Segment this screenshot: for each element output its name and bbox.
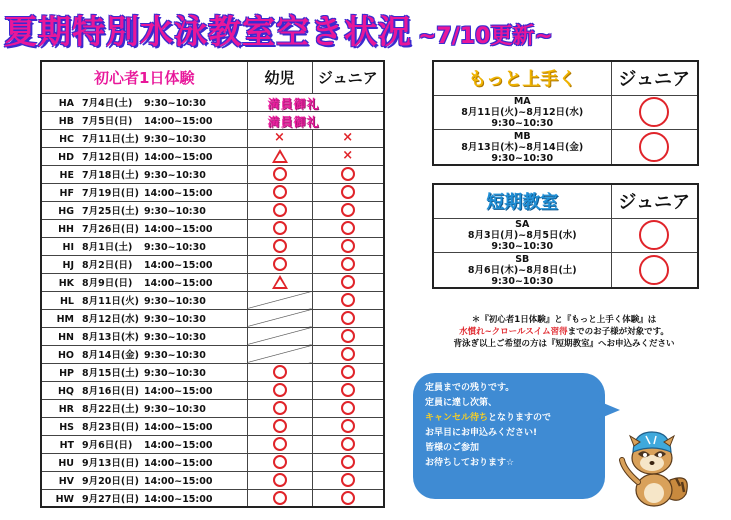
available-circle-icon bbox=[273, 401, 287, 415]
session-time: 14:00~15:00 bbox=[144, 260, 213, 271]
session-info bbox=[41, 147, 247, 165]
junior-availability bbox=[611, 130, 698, 165]
available-circle-icon bbox=[273, 383, 287, 397]
session-info bbox=[41, 381, 247, 399]
title-main: 夏期特別水泳教室空き状況 bbox=[4, 12, 412, 51]
full-cross-icon: × bbox=[342, 148, 354, 163]
beginner-header-row bbox=[41, 61, 384, 93]
session-code: HO bbox=[57, 350, 74, 361]
session-time: 14:00~15:00 bbox=[144, 188, 213, 199]
junior-availability bbox=[312, 399, 384, 417]
full-cross-icon: × bbox=[274, 130, 285, 145]
session-info bbox=[41, 417, 247, 435]
session-date: 8月22日(土) bbox=[82, 404, 140, 415]
session-time: 9:30~10:30 bbox=[144, 98, 206, 109]
course-row bbox=[433, 130, 698, 165]
session-info bbox=[41, 399, 247, 417]
kids-availability bbox=[247, 345, 312, 363]
available-circle-icon bbox=[341, 473, 355, 487]
available-circle-icon bbox=[341, 365, 355, 379]
session-date: 9月27日(日) bbox=[82, 493, 140, 505]
kids-availability bbox=[247, 381, 312, 399]
header-better-junior: ジュニア bbox=[611, 61, 698, 95]
bubble-line-1: 定員までの残りです。 bbox=[425, 383, 515, 393]
course-info bbox=[433, 130, 611, 165]
junior-availability bbox=[312, 345, 384, 363]
session-code: HI bbox=[62, 242, 74, 253]
kids-availability bbox=[247, 327, 312, 345]
schedule-row bbox=[41, 417, 384, 435]
schedule-row bbox=[41, 345, 384, 363]
session-info bbox=[41, 201, 247, 219]
junior-availability bbox=[312, 273, 384, 291]
sold-out-label: 満員御礼 bbox=[267, 96, 320, 111]
header-junior: ジュニア bbox=[312, 61, 384, 93]
session-info bbox=[41, 111, 247, 129]
session-date: 8月9日(日) bbox=[82, 278, 133, 289]
session-info bbox=[41, 291, 247, 309]
sold-out-label: 満員御礼 bbox=[267, 114, 320, 129]
available-circle-icon bbox=[639, 97, 669, 127]
session-date: 7月5日(日) bbox=[82, 116, 133, 127]
available-circle-icon bbox=[273, 203, 287, 217]
session-time: 9:30~10:30 bbox=[144, 206, 206, 217]
schedule-row bbox=[41, 147, 384, 165]
session-date: 8月2日(日) bbox=[82, 260, 133, 271]
available-circle-icon bbox=[639, 255, 669, 285]
schedule-row bbox=[41, 489, 384, 507]
session-time: 9:30~10:30 bbox=[144, 314, 206, 325]
few-left-triangle-icon bbox=[272, 149, 288, 163]
note-line-1: ＊『初心者1日体験』と『もっと上手く体験』は bbox=[471, 315, 657, 325]
session-code: HH bbox=[58, 224, 74, 235]
session-time: 14:00~15:00 bbox=[144, 116, 213, 127]
available-circle-icon bbox=[341, 257, 355, 271]
course-row bbox=[433, 253, 698, 288]
session-date: 7月26日(日) bbox=[82, 224, 140, 235]
kids-availability bbox=[247, 147, 312, 165]
session-date: 8月11日(火) bbox=[82, 296, 140, 307]
available-circle-icon bbox=[273, 257, 287, 271]
schedule-row bbox=[41, 399, 384, 417]
kids-availability bbox=[247, 363, 312, 381]
bubble-line-3-rest: となりますので bbox=[488, 413, 552, 423]
available-circle-icon bbox=[341, 185, 355, 199]
kids-availability bbox=[247, 399, 312, 417]
header-kids: 幼児 bbox=[247, 61, 312, 93]
session-time: 9:30~10:30 bbox=[144, 296, 206, 307]
session-date: 7月18日(土) bbox=[82, 170, 140, 181]
available-circle-icon bbox=[341, 491, 355, 505]
bubble-highlight: キャンセル待ち bbox=[425, 413, 489, 423]
session-time: 9:30~10:30 bbox=[144, 170, 206, 181]
available-circle-icon bbox=[341, 455, 355, 469]
schedule-row bbox=[41, 309, 384, 327]
session-info bbox=[41, 309, 247, 327]
schedule-row bbox=[41, 471, 384, 489]
available-circle-icon bbox=[341, 203, 355, 217]
session-time: 14:00~15:00 bbox=[144, 422, 213, 433]
session-code: HB bbox=[58, 116, 74, 127]
header-short-course: 短期教室 bbox=[433, 184, 611, 218]
available-circle-icon bbox=[273, 473, 287, 487]
junior-availability bbox=[312, 255, 384, 273]
schedule-row bbox=[41, 165, 384, 183]
session-code: HA bbox=[58, 98, 74, 109]
available-circle-icon bbox=[273, 455, 287, 469]
better-course-table bbox=[432, 60, 699, 166]
schedule-row bbox=[41, 255, 384, 273]
course-code: MA bbox=[513, 95, 531, 107]
short-course-table bbox=[432, 183, 699, 289]
kids-availability bbox=[247, 273, 312, 291]
junior-availability bbox=[611, 95, 698, 130]
note-highlight: 水慣れ~クロールスイム習得 bbox=[459, 327, 568, 337]
kids-availability bbox=[247, 453, 312, 471]
session-date: 8月16日(日) bbox=[82, 386, 140, 397]
kids-availability bbox=[247, 291, 312, 309]
junior-availability bbox=[312, 435, 384, 453]
session-code: HC bbox=[59, 134, 74, 145]
available-circle-icon bbox=[341, 437, 355, 451]
available-circle-icon bbox=[273, 185, 287, 199]
session-date: 9月6日(日) bbox=[82, 440, 133, 451]
session-code: HG bbox=[58, 206, 74, 217]
course-info bbox=[433, 218, 611, 253]
session-info bbox=[41, 327, 247, 345]
schedule-row bbox=[41, 435, 384, 453]
junior-availability bbox=[611, 218, 698, 253]
course-dates: 8月6日(木)~8月8日(土) bbox=[467, 264, 577, 276]
few-left-triangle-icon bbox=[272, 275, 288, 289]
available-circle-icon bbox=[341, 419, 355, 433]
title-update-date: ~7/10更新~ bbox=[418, 24, 553, 49]
course-row bbox=[433, 218, 698, 253]
junior-availability bbox=[312, 291, 384, 309]
schedule-row bbox=[41, 201, 384, 219]
session-date: 8月23日(日) bbox=[82, 422, 140, 433]
header-beginner: 初心者1日体験 bbox=[41, 61, 247, 93]
schedule-row bbox=[41, 219, 384, 237]
available-circle-icon bbox=[341, 239, 355, 253]
available-circle-icon bbox=[341, 383, 355, 397]
session-date: 7月12日(日) bbox=[82, 152, 140, 163]
session-code: HL bbox=[59, 296, 74, 307]
session-info bbox=[41, 471, 247, 489]
available-circle-icon bbox=[273, 437, 287, 451]
session-info bbox=[41, 273, 247, 291]
junior-availability bbox=[312, 381, 384, 399]
schedule-row bbox=[41, 363, 384, 381]
kids-availability bbox=[247, 489, 312, 507]
full-cross-icon: × bbox=[342, 130, 354, 145]
junior-availability bbox=[312, 237, 384, 255]
session-info bbox=[41, 255, 247, 273]
better-header-row bbox=[433, 61, 698, 95]
note-line-2 bbox=[424, 326, 704, 338]
junior-availability bbox=[312, 129, 384, 147]
schedule-row bbox=[41, 183, 384, 201]
session-code: HW bbox=[55, 493, 74, 505]
session-date: 7月19日(日) bbox=[82, 188, 140, 199]
session-code: HM bbox=[56, 314, 74, 325]
session-date: 8月15日(土) bbox=[82, 368, 140, 379]
course-dates: 8月11日(火)~8月12日(水) bbox=[461, 106, 584, 118]
junior-availability bbox=[312, 183, 384, 201]
junior-availability bbox=[611, 253, 698, 288]
kids-availability bbox=[247, 183, 312, 201]
header-better-course: もっと上手く bbox=[433, 61, 611, 95]
session-code: HK bbox=[58, 278, 74, 289]
session-date: 7月25日(土) bbox=[82, 206, 140, 217]
short-course-body bbox=[433, 218, 698, 288]
junior-availability bbox=[312, 201, 384, 219]
session-info bbox=[41, 129, 247, 147]
schedule-row bbox=[41, 291, 384, 309]
bubble-line-5: 皆様のご参加 bbox=[425, 443, 480, 453]
bubble-line-2: 定員に達し次第、 bbox=[425, 398, 498, 408]
available-circle-icon bbox=[273, 491, 287, 505]
schedule-row bbox=[41, 237, 384, 255]
junior-availability bbox=[312, 111, 384, 129]
course-time: 9:30~10:30 bbox=[491, 117, 554, 129]
junior-availability bbox=[312, 147, 384, 165]
session-info bbox=[41, 237, 247, 255]
kids-availability bbox=[247, 255, 312, 273]
schedule-row bbox=[41, 111, 384, 129]
kids-availability bbox=[247, 417, 312, 435]
course-dates: 8月3日(月)~8月5日(水) bbox=[467, 229, 577, 241]
junior-availability bbox=[312, 219, 384, 237]
available-circle-icon bbox=[341, 311, 355, 325]
junior-availability bbox=[312, 309, 384, 327]
junior-availability bbox=[312, 489, 384, 507]
available-circle-icon bbox=[341, 221, 355, 235]
course-code: MB bbox=[513, 130, 531, 142]
page-title bbox=[4, 6, 553, 51]
schedule-row bbox=[41, 93, 384, 111]
kids-availability bbox=[247, 435, 312, 453]
header-short-junior: ジュニア bbox=[611, 184, 698, 218]
course-code: SA bbox=[515, 218, 530, 230]
session-info bbox=[41, 453, 247, 471]
schedule-row bbox=[41, 381, 384, 399]
session-code: HQ bbox=[57, 386, 74, 397]
session-code: HF bbox=[59, 188, 74, 199]
bubble-line-6: お待ちしております☆ bbox=[425, 458, 515, 468]
kids-availability bbox=[247, 237, 312, 255]
kids-availability bbox=[247, 309, 312, 327]
junior-availability bbox=[312, 417, 384, 435]
bubble-line-3 bbox=[425, 411, 593, 426]
available-circle-icon bbox=[341, 401, 355, 415]
session-info bbox=[41, 219, 247, 237]
junior-availability bbox=[312, 363, 384, 381]
session-date: 8月13日(木) bbox=[82, 332, 140, 343]
session-time: 14:00~15:00 bbox=[144, 458, 213, 469]
better-course-body bbox=[433, 95, 698, 165]
session-code: HJ bbox=[62, 260, 74, 271]
session-time: 9:30~10:30 bbox=[144, 332, 206, 343]
session-time: 9:30~10:30 bbox=[144, 350, 206, 361]
available-circle-icon bbox=[273, 221, 287, 235]
session-date: 8月12日(水) bbox=[82, 314, 140, 325]
available-circle-icon bbox=[273, 419, 287, 433]
note-line-3: 背泳ぎ以上ご希望の方は『短期教室』へお申込みください bbox=[453, 339, 675, 349]
note-line-2-rest: までのお子様が対象です。 bbox=[567, 327, 669, 337]
session-time: 14:00~15:00 bbox=[144, 476, 213, 487]
course-time: 9:30~10:30 bbox=[491, 152, 554, 164]
bubble-line-4: お早目にお申込みください! bbox=[425, 428, 538, 438]
course-dates: 8月13日(木)~8月14日(金) bbox=[461, 141, 584, 153]
session-date: 9月20日(日) bbox=[82, 476, 140, 487]
available-circle-icon bbox=[639, 220, 669, 250]
kids-availability bbox=[247, 471, 312, 489]
raccoon-mascot-icon bbox=[604, 418, 696, 510]
session-time: 9:30~10:30 bbox=[144, 242, 206, 253]
available-circle-icon bbox=[273, 239, 287, 253]
junior-availability bbox=[312, 327, 384, 345]
available-circle-icon bbox=[341, 167, 355, 181]
session-time: 14:00~15:00 bbox=[144, 440, 213, 451]
session-time: 9:30~10:30 bbox=[144, 404, 206, 415]
session-code: HT bbox=[59, 440, 74, 451]
speech-bubble bbox=[413, 373, 605, 499]
session-time: 14:00~15:00 bbox=[144, 493, 213, 505]
session-info bbox=[41, 435, 247, 453]
session-date: 7月11日(土) bbox=[82, 134, 140, 145]
session-date: 8月1日(土) bbox=[82, 242, 133, 253]
available-circle-icon bbox=[341, 329, 355, 343]
junior-availability bbox=[312, 453, 384, 471]
session-info bbox=[41, 489, 247, 507]
session-code: HN bbox=[58, 332, 74, 343]
session-code: HD bbox=[58, 152, 74, 163]
available-circle-icon bbox=[273, 167, 287, 181]
course-time: 9:30~10:30 bbox=[491, 275, 554, 287]
session-info bbox=[41, 93, 247, 111]
junior-availability bbox=[312, 165, 384, 183]
session-time: 9:30~10:30 bbox=[144, 134, 206, 145]
available-circle-icon bbox=[341, 275, 355, 289]
schedule-row bbox=[41, 327, 384, 345]
course-info bbox=[433, 95, 611, 130]
course-row bbox=[433, 95, 698, 130]
schedule-row bbox=[41, 129, 384, 147]
junior-availability bbox=[312, 93, 384, 111]
session-info bbox=[41, 345, 247, 363]
course-info bbox=[433, 253, 611, 288]
session-info bbox=[41, 363, 247, 381]
session-time: 14:00~15:00 bbox=[144, 386, 213, 397]
eligibility-note bbox=[424, 314, 704, 350]
schedule-row bbox=[41, 453, 384, 471]
schedule-row bbox=[41, 273, 384, 291]
session-code: HR bbox=[58, 404, 74, 415]
junior-availability bbox=[312, 471, 384, 489]
session-date: 7月4日(土) bbox=[82, 98, 133, 109]
session-time: 14:00~15:00 bbox=[144, 278, 213, 289]
kids-availability bbox=[247, 111, 320, 129]
course-code: SB bbox=[515, 253, 530, 265]
kids-availability bbox=[247, 201, 312, 219]
session-date: 8月14日(金) bbox=[82, 350, 140, 361]
kids-availability bbox=[247, 93, 320, 111]
beginner-schedule-body bbox=[41, 93, 384, 507]
kids-availability bbox=[247, 219, 312, 237]
session-info bbox=[41, 183, 247, 201]
available-circle-icon bbox=[341, 293, 355, 307]
kids-availability bbox=[247, 129, 312, 147]
kids-availability bbox=[247, 165, 312, 183]
session-code: HP bbox=[59, 368, 74, 379]
session-code: HU bbox=[58, 458, 74, 469]
session-time: 14:00~15:00 bbox=[144, 224, 213, 235]
session-time: 14:00~15:00 bbox=[144, 152, 213, 163]
session-code: HS bbox=[59, 422, 74, 433]
session-code: HV bbox=[58, 476, 74, 487]
speech-bubble-tail bbox=[596, 400, 620, 420]
short-header-row bbox=[433, 184, 698, 218]
session-time: 9:30~10:30 bbox=[144, 368, 206, 379]
session-code: HE bbox=[59, 170, 74, 181]
available-circle-icon bbox=[639, 132, 669, 162]
session-info bbox=[41, 165, 247, 183]
beginner-schedule-table bbox=[40, 60, 385, 508]
available-circle-icon bbox=[273, 365, 287, 379]
course-time: 9:30~10:30 bbox=[491, 240, 554, 252]
session-date: 9月13日(日) bbox=[82, 458, 140, 469]
available-circle-icon bbox=[341, 347, 355, 361]
